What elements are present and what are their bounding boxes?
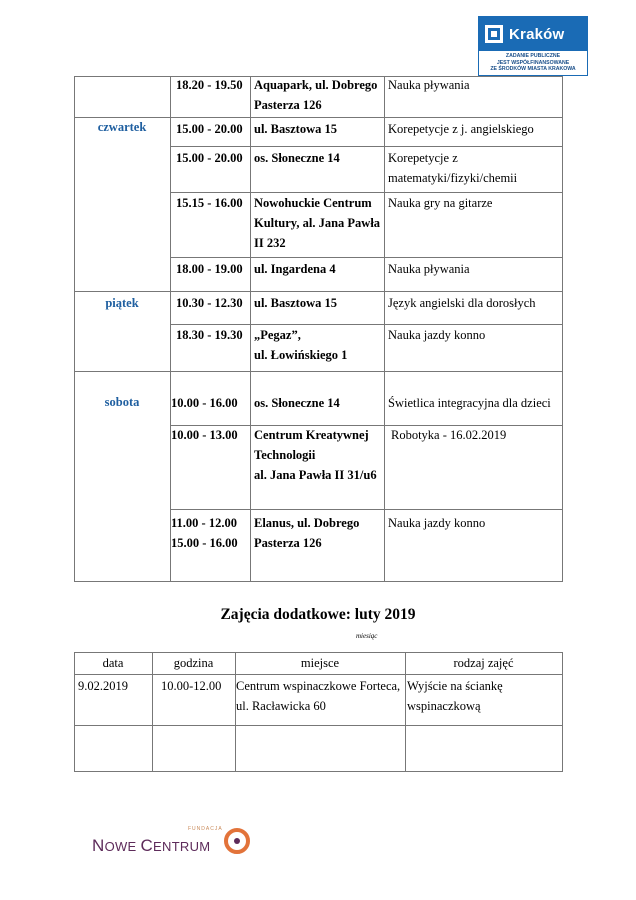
day-sobota: sobota	[104, 395, 140, 409]
row-time: 10.30 - 12.30	[176, 296, 243, 310]
row-time: 15.15 - 16.00	[176, 196, 243, 210]
row-time: 18.30 - 19.30	[176, 328, 243, 342]
row-activity: Nauka pływania	[388, 262, 470, 276]
row-place: Aquapark, ul. Dobrego Pasterza 126	[254, 78, 378, 112]
row-place: ul. Basztowa 15	[254, 122, 337, 136]
day-czwartek: czwartek	[97, 120, 147, 134]
extra-place: Centrum wspinaczkowe Forteca, ul. Racławicka 60	[236, 679, 401, 713]
extra-title: Zajęcia dodatkowe: luty 2019	[220, 606, 416, 623]
krakow-logo	[478, 16, 588, 76]
row-activity: Nauka gry na gitarze	[388, 196, 493, 210]
row-place: os. Słoneczne 14	[254, 151, 340, 165]
row-activity: Nauka jazdy konno	[388, 516, 486, 530]
extra-time: 10.00-12.00	[161, 679, 222, 693]
krakow-mark-icon	[485, 25, 503, 43]
row-time: 15.00 - 20.00	[176, 122, 243, 136]
row-time: 10.00 - 13.00	[171, 428, 238, 442]
row-place: „Pegaz”, ul. Łowińskiego 1	[254, 328, 348, 362]
row-place: Centrum Kreatywnej Technologii al. Jana Pawła II 31/u6	[254, 428, 377, 482]
day-piatek: piątek	[105, 296, 139, 310]
col-header-place: miejsce	[300, 656, 340, 670]
row-activity: Robotyka - 16.02.2019	[391, 428, 507, 442]
row-activity: Nauka jazdy konno	[388, 328, 486, 342]
row-time: 11.00 - 12.00 15.00 - 16.00	[171, 516, 238, 550]
row-place: os. Słoneczne 14	[254, 396, 340, 410]
extra-date: 9.02.2019	[78, 679, 128, 693]
col-header-activity: rodzaj zajęć	[453, 656, 514, 670]
krakow-tagline: ZADANIE PUBLICZNE JEST WSPÓŁFINANSOWANE ZE ŚRODKÓW MIASTA KRAKOWA	[490, 53, 576, 72]
row-activity: Nauka pływania	[388, 78, 470, 92]
row-time: 10.00 - 16.00	[171, 396, 238, 410]
row-activity: Korepetycje z j. angielskiego	[388, 122, 534, 136]
row-place: Nowohuckie Centrum Kultury, al. Jana Pawła II 232	[254, 196, 381, 250]
row-place: ul. Ingardena 4	[254, 262, 336, 276]
extra-subtitle: miesiąc	[356, 632, 378, 640]
row-activity: Język angielski dla dorosłych	[388, 296, 536, 310]
row-time: 15.00 - 20.00	[176, 151, 243, 165]
col-header-time: godzina	[173, 656, 214, 670]
nowe-centrum-logo: FUNDACJA NOWE CENTRUM	[92, 826, 262, 866]
row-time: 18.00 - 19.00	[176, 262, 243, 276]
row-place: Elanus, ul. Dobrego Pasterza 126	[254, 516, 360, 550]
extra-activity: Wyjście na ściankę wspinaczkową	[407, 679, 503, 713]
krakow-name: Kraków	[509, 25, 565, 43]
row-time: 18.20 - 19.50	[176, 78, 243, 92]
row-activity: Świetlica integracyjna dla dzieci	[388, 396, 551, 410]
row-activity: Korepetycje z matematyki/fizyki/chemii	[388, 151, 518, 185]
col-header-date: data	[102, 656, 124, 670]
row-place: ul. Basztowa 15	[254, 296, 337, 310]
